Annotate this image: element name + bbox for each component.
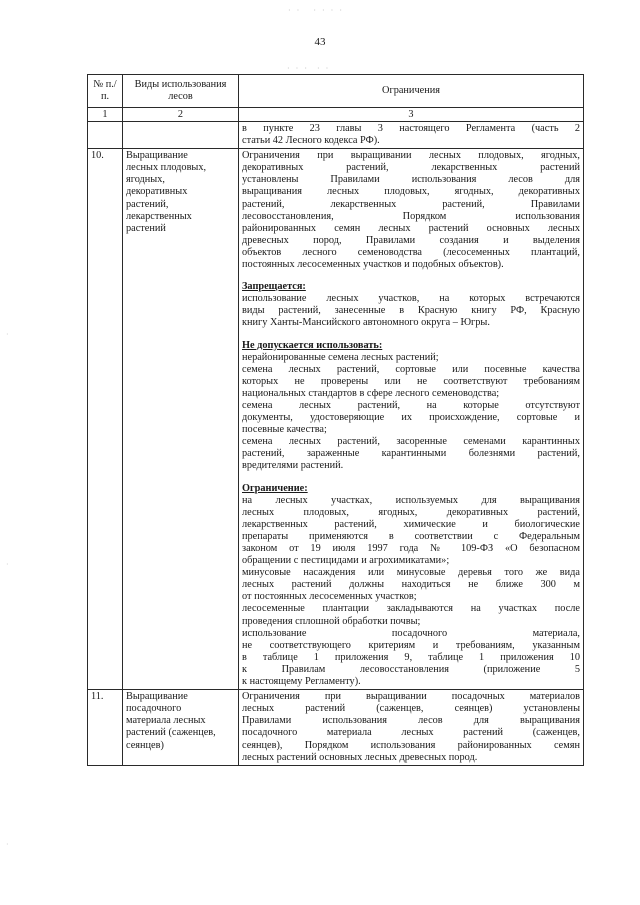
scan-noise-header: · · · · · — [287, 64, 331, 73]
header-restrictions: Ограничения — [239, 75, 584, 108]
table-row-10 — [88, 149, 584, 690]
continuation-text — [239, 122, 584, 149]
margin-mark-2: · — [6, 560, 9, 569]
row-10-number: 10. — [88, 149, 123, 690]
scan-noise-top: · · · · · · — [288, 6, 344, 15]
continuation-line: в пункте 23 главы 3 настоящего Регламента (часть 2 — [242, 123, 580, 134]
header-row — [88, 75, 584, 108]
row-10-usage: Выращивание лесных плодовых, ягодных, декоративных растений, лекарственных растений — [123, 149, 239, 690]
header-number: № п./п. — [88, 75, 123, 108]
column-number-row — [88, 108, 584, 122]
page-number: 43 — [314, 36, 326, 48]
column-number-3: 3 — [239, 108, 584, 122]
row-11-usage: Выращивание посадочного материала лесных растений (саженцев, сеянцев) — [123, 690, 239, 766]
row-10-restrictions: Ограничения при выращивании лесных плодовых, ягодных, декоративных растений, лекарственных растений установлены Правилами использования лесов для выращивания лесных плодовых, ягодных, декоративных растений, лекарственных растений, Правилами лесовосстановления, Порядком использования районированных семян лесных растений основных лесных древесных пород, Правилами создания и выделения объектов лесного семеноводства (лесосеменных плантаций, постоянных лесосеменных участков и подобных объектов). Запрещается: использование лесных участков, на которых встречаются виды растений, занесенные в Красную книгу РФ, Красную книгу Ханты-Мансийского автономного округа – Югры. Не допускается использовать: нерайонированные семена лесных растений; семена лесных растений, сортовые или посевные качества которых не проверены или не соответствуют требованиям национальных стандартов в сфере лесного семеноводства; семена лесных растений, на которые отсутствуют документы, удостоверяющие их происхождение, сортовые и посевные качества; семена лесных растений, засоренные семенами карантинных растений, зараженные карантинными болезнями растений, вредителями растений. Ограничение: на лесных участках, используемых для выращивания лесных плодовых, ягодных, декоративных растений, лекарственных растений, химические и биологические препараты применяются в соответствии с Федеральным законом от 19 июля 1997 года № 109-ФЗ «О безопасном обращении с пестицидами и агрохимикатами»; минусовые насаждения или минусовые деревья того же вида лесных растений должны находиться не ближе 300 м от постоянных лесосеменных участков; лесосеменные плантации закладываются на участках после проведения сплошной обработки почвы; использование посадочного материала, не соответствующего критериям и требованиям, указанным в таблице 1 приложения 9, таблице 1 приложения 10 к Правилам лесовосстановления (приложение 5 к настоящему Регламенту). — [239, 149, 584, 690]
header-usage: Виды использования лесов — [123, 75, 239, 108]
margin-mark-3: · — [6, 840, 9, 849]
margin-mark-1: · — [6, 330, 9, 339]
table-row-11 — [88, 690, 584, 766]
continuation-row — [88, 122, 584, 149]
row-11-number: 11. — [88, 690, 123, 766]
prohibited-heading: Запрещается: — [242, 281, 306, 293]
restrictions-table — [87, 74, 584, 766]
restriction-heading: Ограничение: — [242, 482, 308, 494]
column-number-1: 1 — [88, 108, 123, 122]
column-number-2: 2 — [123, 108, 239, 122]
row-11-restrictions: Ограничения при выращивании посадочных материалов лесных растений (саженцев, сеянцев) установлены Правилами использования лесов для выращивания посадочного материала лесных растений (саженцев, сеянцев), Порядком использования районированных семян лесных растений основных лесных древесных пород. — [239, 690, 584, 766]
not-allowed-heading: Не допускается использовать: — [242, 339, 383, 351]
continuation-line: статьи 42 Лесного кодекса РФ). — [242, 135, 380, 147]
